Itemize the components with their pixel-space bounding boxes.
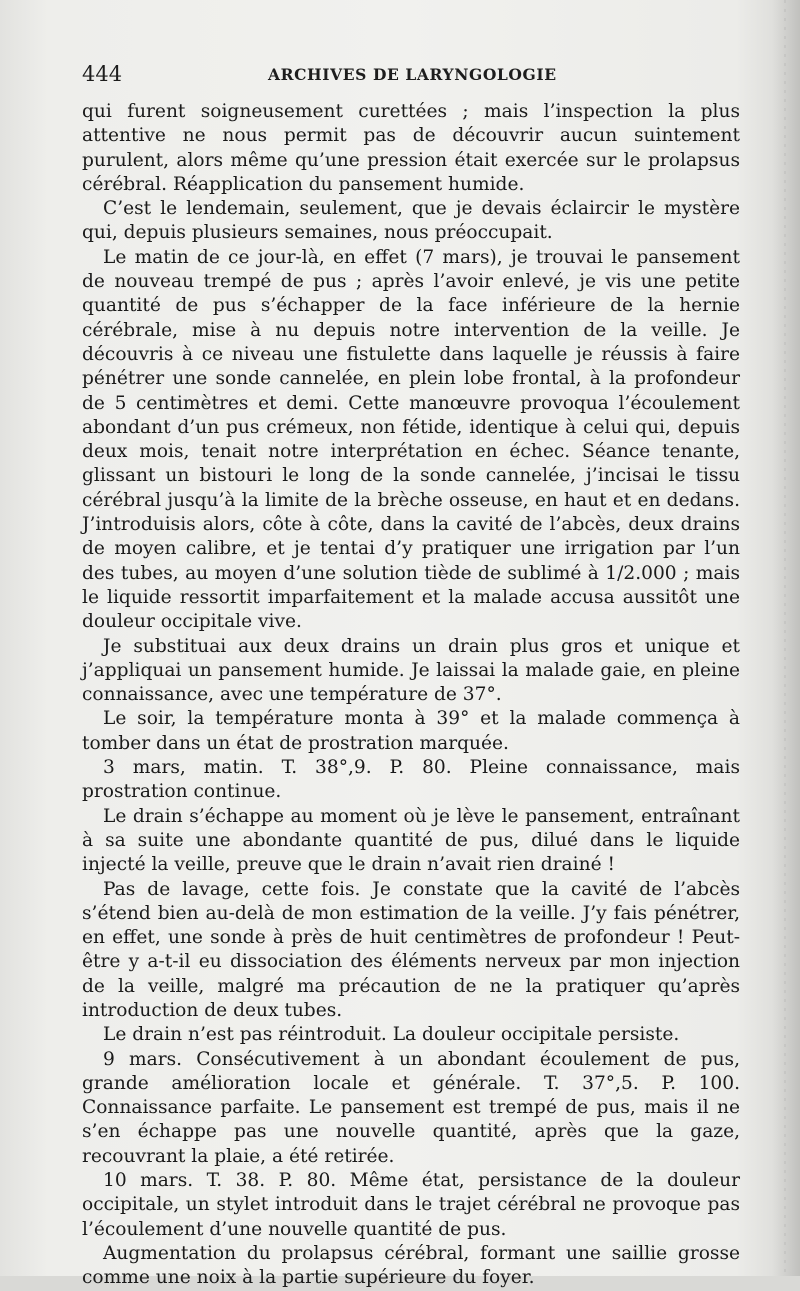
paragraph-1: qui furent soigneusement curettées ; mais l’inspection la plus attentive ne nous permit pas de découvrir aucun suintement purulent, alors même qu’une pression était exercée sur le prolapsus cérébral. Réapplication du pansement humide. xyxy=(82,101,740,195)
paragraph-3: Le matin de ce jour-là, en effet (7 mars), je trouvai le pansement de nouveau trempé de pus ; après l’avoir enlevé, je vis une petite quantité de pus s’échapper de la face inférieure de la hernie cérébrale, mise à nu depuis notre intervention de la veille. Je découvris à ce niveau une fistulette dans laquelle je réussis à faire pénétrer une sonde cannelée, en plein lobe frontal, à la profondeur de 5 centimètres et demi. Cette manœuvre provoqua l’écoulement abondant d’un pus crémeux, non fétide, identique à celui qui, depuis deux mois, tenait notre interprétation en échec. Séance tenante, glissant un bistouri le long de la sonde cannelée, j’incisai le tissu cérébral jusqu’à la limite de la brèche osseuse, en haut et en dedans. J’introduisis alors, côte à côte, dans la cavité de l’abcès, deux drains de moyen calibre, et je tentai d’y pratiquer une irrigation par l’un des tubes, au moyen d’une solution tiède de sublimé à 1/2.000 ; mais le liquide ressortit imparfaitement et la malade accusa aussitôt une douleur occipitale vive. xyxy=(82,246,740,633)
paragraph-11: 10 mars. T. 38. P. 80. Même état, persistance de la douleur occipitale, un stylet introduit dans le trajet cérébral ne provoque pas l’écoulement d’une nouvelle quantité de pus. xyxy=(82,1170,740,1240)
paragraph-4: Je substituai aux deux drains un drain plus gros et unique et j’appliquai un pansement humide. Je laissai la malade gaie, en pleine connaissance, avec une température de 37°. xyxy=(82,635,740,706)
page-number: 444 xyxy=(82,62,123,86)
running-title: ARCHIVES DE LARYNGOLOGIE xyxy=(268,65,557,84)
paragraph-6: 3 mars, matin. T. 38°,9. P. 80. Pleine connaissance, mais prostration continue. xyxy=(82,757,740,803)
paragraph-12: Augmentation du prolapsus cérébral, formant une saillie grosse comme une noix à la partie supérieure du foyer. xyxy=(82,1242,740,1289)
paragraph-10: 9 mars. Consécutivement à un abondant écoulement de pus, grande amélioration locale et générale. T. 37°,5. P. 100. Connaissance parfaite. Le pansement est trempé de pus, mais il ne s’en échappe pas une nouvelle quantité, après que la gaze, recouvrant la plaie, a été retirée. xyxy=(82,1048,740,1167)
page-edge-shadow xyxy=(772,0,800,1276)
paragraph-5: Le soir, la température monta à 39° et la malade commença à tomber dans un état de prostration marquée. xyxy=(82,708,740,754)
paragraph-8: Pas de lavage, cette fois. Je constate que la cavité de l’abcès s’étend bien au-delà de mon estimation de la veille. J’y fais pénétrer, en effet, une sonde à près de huit centimètres de profondeur ! Peut-être y a-t-il eu dissociation des éléments nerveux par mon injection de la veille, malgré ma précaution de ne la pratiquer qu’après introduction de deux tubes. xyxy=(82,878,740,1021)
body-text xyxy=(82,100,740,1291)
page-header xyxy=(82,62,712,88)
paragraph-9: Le drain n’est pas réintroduit. La douleur occipitale persiste. xyxy=(103,1024,680,1046)
paragraph-7: Le drain s’échappe au moment où je lève le pansement, entraînant à sa suite une abondante quantité de pus, dilué dans le liquide injecté la veille, preuve que le drain n’avait rien drainé ! xyxy=(82,805,740,876)
page-edge-speckle xyxy=(784,0,786,1276)
paragraph-2: C’est le lendemain, seulement, que je devais éclaircir le mystère qui, depuis plusieurs semaines, nous préoccupait. xyxy=(82,198,740,244)
